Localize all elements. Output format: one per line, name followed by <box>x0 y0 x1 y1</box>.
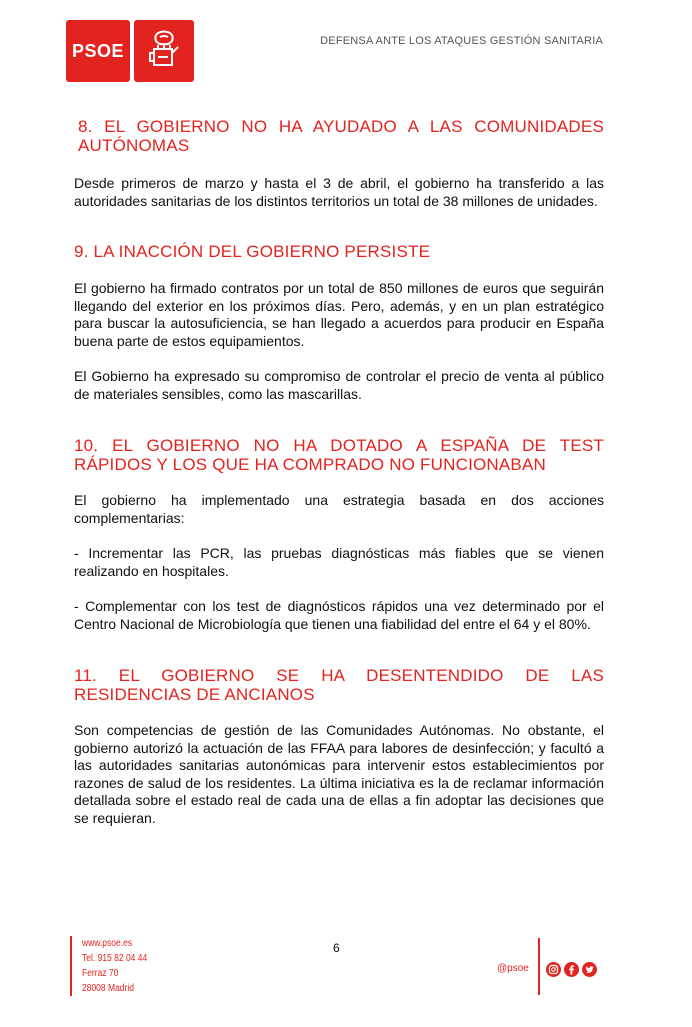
phone-number: Tel. 915 82 04 44 <box>82 953 148 964</box>
paragraph: Desde primeros de marzo y hasta el 3 de abril, el gobierno ha transferido a las autoridades sanitarias de los distintos territorios un total de 38 millones de unidades. <box>74 175 604 209</box>
facebook-icon[interactable] <box>564 962 579 977</box>
section-heading: 9. LA INACCIÓN DEL GOBIERNO PERSISTE <box>74 242 431 261</box>
street-address: Ferraz 70 <box>82 968 119 979</box>
psoe-logo <box>66 20 194 82</box>
social-icons <box>546 962 597 977</box>
section-heading: 8. EL GOBIERNO NO HA AYUDADO A LAS COMUNIDADES AUTÓNOMAS <box>78 117 604 155</box>
footer-divider <box>538 938 540 995</box>
logo-wordmark: PSOE <box>66 20 130 82</box>
section-heading: 10. EL GOBIERNO NO HA DOTADO A ESPAÑA DE TEST RÁPIDOS Y LOS QUE HA COMPRADO NO FUNCIONABAN <box>74 436 604 474</box>
header-title: DEFENSA ANTE LOS ATAQUES GESTIÓN SANITARIA <box>320 35 603 47</box>
paragraph: El gobierno ha implementado una estrategia basada en dos acciones complementarias: <box>74 492 604 526</box>
paragraph: Son competencias de gestión de las Comunidades Autónomas. No obstante, el gobierno autorizó la actuación de las FFAA para labores de desinfección; y facultó a las autoridades sanitarias autonómicas para intervenir estos establecimientos por razones de salud de los residentes. La última iniciativa es la de reclamar información detallada sobre el estado real de cada una de ellas a fin adoptar las decisiones que se requieran. <box>74 722 604 826</box>
website-link[interactable]: www.psoe.es <box>82 938 133 949</box>
page-number: 6 <box>333 941 340 955</box>
city-address: 28008 Madrid <box>82 983 134 994</box>
instagram-icon[interactable] <box>546 962 561 977</box>
footer-contact <box>70 936 159 996</box>
paragraph: El Gobierno ha expresado su compromiso de controlar el precio de venta al público de materiales sensibles, como las mascarillas. <box>74 368 604 402</box>
section-heading: 11. EL GOBIERNO SE HA DESENTENDIDO DE LAS RESIDENCIAS DE ANCIANOS <box>74 666 604 704</box>
paragraph: - Complementar con los test de diagnósticos rápidos una vez determinado por el Centro Nacional de Microbiología que tienen una fiabilidad del entre el 64 y el 80%. <box>74 598 604 632</box>
document-body <box>74 117 604 827</box>
rose-fist-icon <box>134 20 194 82</box>
twitter-icon[interactable] <box>582 962 597 977</box>
paragraph: - Incrementar las PCR, las pruebas diagnósticas más fiables que se vienen realizando en hospitales. <box>74 545 604 579</box>
paragraph: El gobierno ha firmado contratos por un total de 850 millones de euros que seguirán llegando del exterior en los próximos días. Pero, además, y en un plan estratégico para buscar la autosuficiencia, se han llegado a acuerdos para producir en España buena parte de estos equipamientos. <box>74 280 604 349</box>
social-handle[interactable]: @psoe <box>497 963 529 974</box>
